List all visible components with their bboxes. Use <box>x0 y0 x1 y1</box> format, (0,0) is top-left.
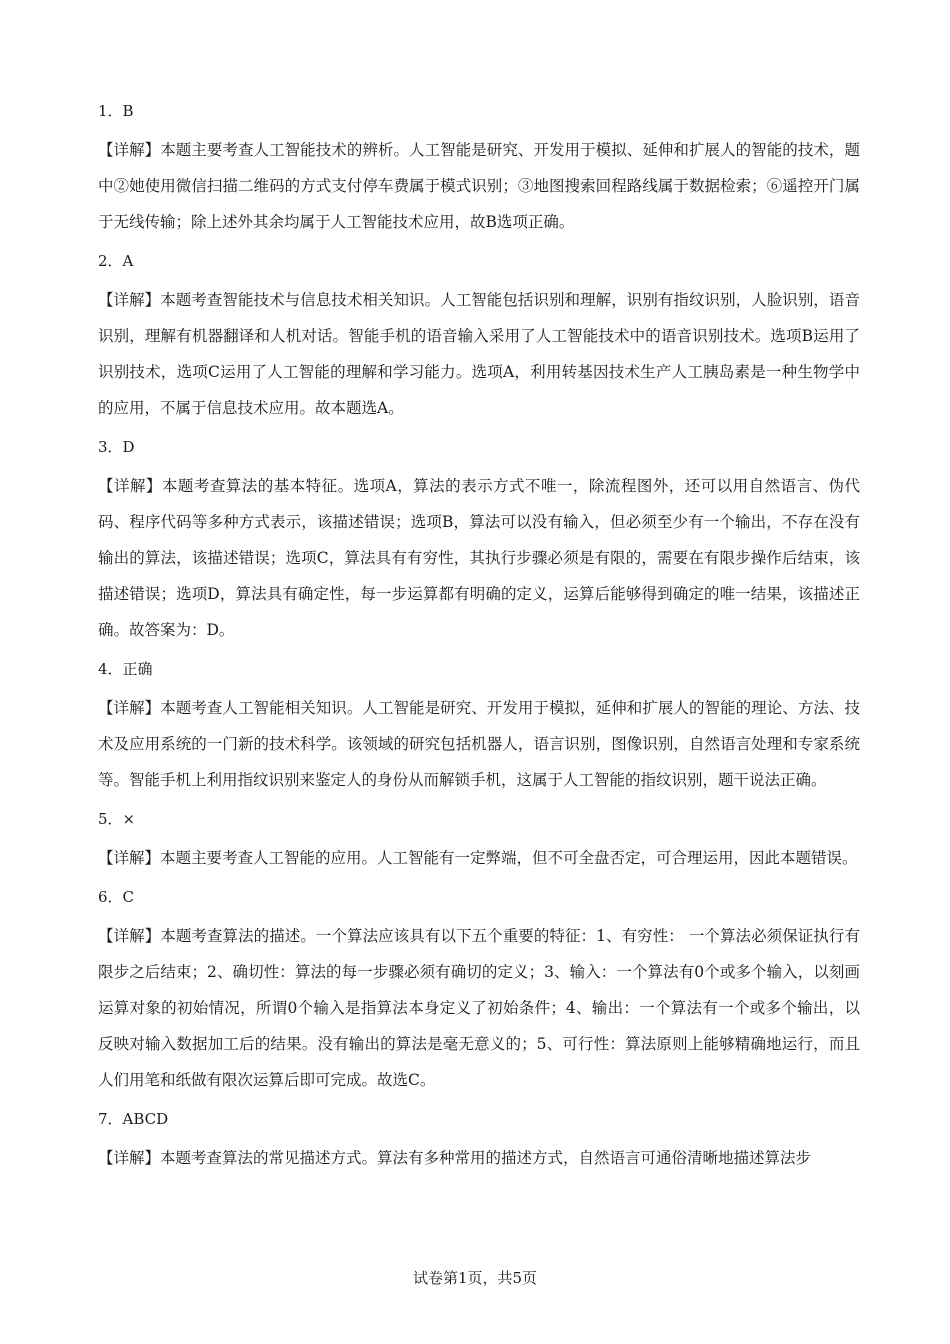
answer-explanation: 【详解】本题考查算法的常见描述方式。算法有多种常用的描述方式，自然语言可通俗清晰地描述算法步 <box>98 1149 812 1167</box>
answer-item-7 <box>98 1104 860 1176</box>
answer-label: 7．ABCD <box>98 1110 169 1128</box>
answer-label: 5．× <box>98 810 136 828</box>
answer-label: 1．B <box>98 102 134 120</box>
answer-label: 3．D <box>98 438 135 456</box>
answer-explanation: 【详解】本题考查算法的描述。一个算法应该具有以下五个重要的特征：1、有穷性： 一个算法必须保证执行有限步之后结束；2、确切性：算法的每一步骤必须有确切的定义；3、输入：一个算法有0个或多个输入，以刻画运算对象的初始情况，所谓0个输入是指算法本身定义了初始条件；4、输出：一个算法有一个或多个输出，以反映对输入数据加工后的结果。没有输出的算法是毫无意义的；5、可行性：算法原则上能够精确地运行，而且人们用笔和纸做有限次运算后即可完成。故选C。 <box>98 927 860 1089</box>
answer-item-1 <box>98 96 860 240</box>
answer-explanation: 【详解】本题考查算法的基本特征。选项A，算法的表示方式不唯一，除流程图外，还可以用自然语言、伪代码、程序代码等多种方式表示，该描述错误；选项B，算法可以没有输入，但必须至少有一个输出，不存在没有输出的算法，该描述错误；选项C，算法具有有穷性，其执行步骤必须是有限的，需要在有限步操作后结束，该描述错误；选项D，算法具有确定性，每一步运算都有明确的定义，运算后能够得到确定的唯一结果，该描述正确。故答案为：D。 <box>98 477 860 639</box>
answer-explanation: 【详解】本题主要考查人工智能技术的辨析。人工智能是研究、开发用于模拟、延伸和扩展人的智能的技术，题中②她使用微信扫描二维码的方式支付停车费属于模式识别；③地图搜索回程路线属于数据检索；⑥遥控开门属于无线传输；除上述外其余均属于人工智能技术应用，故B选项正确。 <box>98 141 860 231</box>
answer-explanation: 【详解】本题考查智能技术与信息技术相关知识。人工智能包括识别和理解，识别有指纹识别，人脸识别，语音识别，理解有机器翻译和人机对话。智能手机的语音输入采用了人工智能技术中的语音识别技术。选项B运用了识别技术，选项C运用了人工智能的理解和学习能力。选项A，利用转基因技术生产人工胰岛素是一种生物学中的应用，不属于信息技术应用。故本题选A。 <box>98 291 860 417</box>
answer-item-6 <box>98 882 860 1098</box>
answer-label: 2．A <box>98 252 134 270</box>
answer-label: 4．正确 <box>98 660 153 678</box>
answer-item-5 <box>98 804 860 876</box>
answer-item-4 <box>98 654 860 798</box>
answer-label: 6．C <box>98 888 135 906</box>
answer-item-3 <box>98 432 860 648</box>
answer-list <box>98 96 860 1176</box>
answer-item-2 <box>98 246 860 426</box>
page-footer: 试卷第1页，共5页 <box>412 1269 538 1287</box>
answer-explanation: 【详解】本题考查人工智能相关知识。人工智能是研究、开发用于模拟，延伸和扩展人的智能的理论、方法、技术及应用系统的一门新的技术科学。该领域的研究包括机器人，语言识别，图像识别，自然语言处理和专家系统等。智能手机上利用指纹识别来鉴定人的身份从而解锁手机，这属于人工智能的指纹识别，题干说法正确。 <box>98 699 860 789</box>
answer-explanation: 【详解】本题主要考查人工智能的应用。人工智能有一定弊端，但不可全盘否定，可合理运用，因此本题错误。 <box>98 849 858 867</box>
